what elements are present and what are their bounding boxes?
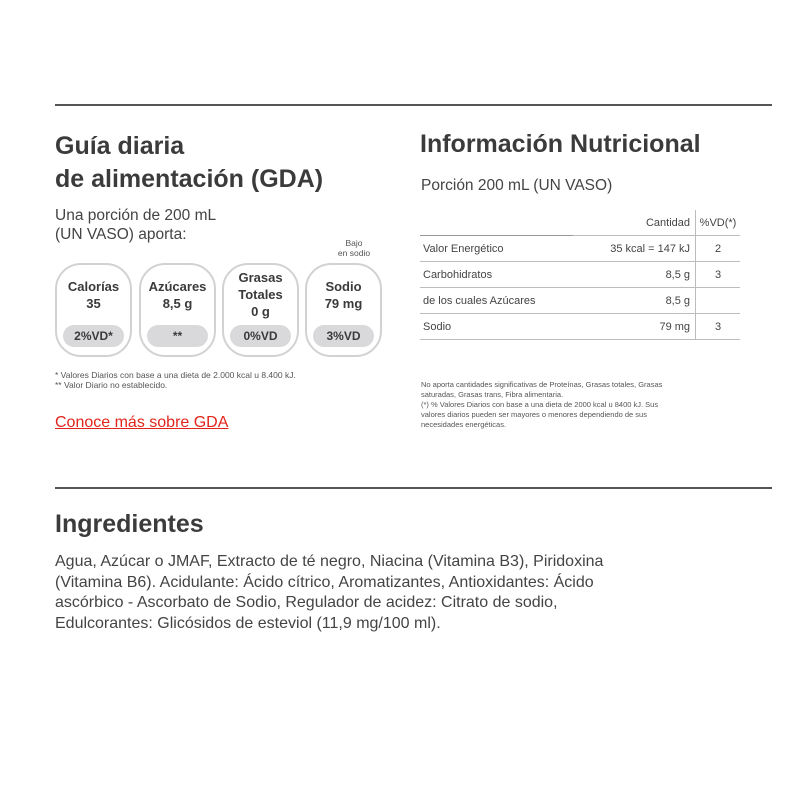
row-vd: 3 — [696, 314, 740, 340]
table-row — [420, 314, 740, 340]
table-row — [420, 288, 740, 314]
row-name: Carbohidratos — [420, 262, 573, 288]
gda-footnotes — [55, 370, 296, 390]
nutrition-note-line-1: No aporta cantidades significativas de Proteínas, Grasas totales, Grasas — [421, 380, 663, 389]
table-row — [420, 262, 740, 288]
top-divider — [55, 104, 772, 106]
sugars-value: 8,5 g — [162, 296, 193, 311]
ingredients-line-2: (Vitamina B6). Acidulante: Ácido cítrico, Aromatizantes, Antioxidantes: Ácido — [55, 573, 594, 591]
low-sodium-note — [322, 238, 386, 258]
nutrition-portion: Porción 200 mL (UN VASO) — [421, 177, 613, 194]
sodium-value: 79 mg — [324, 296, 363, 311]
sodium-vd-pill: 3%VD — [313, 325, 374, 347]
ingredients-line-3: ascórbico - Ascorbato de Sodio, Regulador de acidez: Citrato de sodio, — [55, 594, 558, 611]
row-name: de los cuales Azúcares — [420, 288, 573, 314]
low-sodium-line-1: Bajo — [345, 238, 363, 248]
gda-card-calories — [55, 263, 132, 357]
gda-title-line-1: Guía diaria — [55, 132, 185, 160]
gda-card-sugars — [139, 263, 216, 357]
gda-footnote-2: ** Valor Diario no establecido. — [55, 380, 168, 390]
sodium-label: Sodio — [325, 279, 362, 294]
nutrition-notes — [421, 380, 731, 430]
row-name: Valor Energético — [420, 236, 573, 262]
nutrition-title: Información Nutricional — [420, 130, 701, 158]
calories-value: 35 — [86, 296, 101, 311]
gda-portion — [55, 206, 216, 244]
gda-footnote-1: * Valores Diarios con base a una dieta de 2.000 kcal u 8.400 kJ. — [55, 370, 296, 380]
middle-divider — [55, 487, 772, 489]
fat-label-line-2: Totales — [238, 287, 283, 302]
fat-label-line-1: Grasas — [238, 270, 283, 285]
row-amount: 35 kcal = 147 kJ — [573, 236, 696, 262]
gda-card-total-fat — [222, 263, 299, 357]
low-sodium-line-2: en sodio — [337, 248, 371, 258]
table-row — [420, 236, 740, 262]
gda-portion-line-2: (UN VASO) aporta: — [55, 226, 187, 243]
calories-label: Calorías — [67, 279, 120, 294]
nutrition-note-line-5: necesidades energéticas. — [421, 420, 507, 429]
row-vd — [696, 288, 740, 314]
sugars-label: Azúcares — [148, 279, 207, 294]
nutrition-table — [420, 210, 740, 340]
fat-value: 0 g — [251, 304, 270, 319]
ingredients-line-1: Agua, Azúcar o JMAF, Extracto de té negro, Niacina (Vitamina B3), Piridoxina — [55, 553, 604, 570]
ingredients-line-4: Edulcorantes: Glicósidos de esteviol (11,9 mg/100 ml). — [55, 614, 441, 632]
gda-portion-line-1: Una porción de 200 mL — [55, 207, 217, 224]
nutrition-note-line-3: (*) % Valores Diarios con base a una dieta de 2000 kcal u 8400 kJ. Sus — [421, 400, 659, 409]
sugars-vd-pill: ** — [147, 325, 208, 347]
gda-info-link[interactable]: Conoce más sobre GDA — [55, 414, 229, 431]
row-amount: 79 mg — [573, 314, 696, 340]
nutrition-table-header — [420, 210, 740, 236]
gda-title — [55, 130, 395, 196]
calories-vd-pill: 2%VD* — [63, 325, 124, 347]
gda-card-sodium — [305, 263, 382, 357]
row-name: Sodio — [420, 314, 573, 340]
fat-vd-pill: 0%VD — [230, 325, 291, 347]
header-amount: Cantidad — [573, 210, 696, 236]
ingredients-text — [55, 552, 755, 634]
header-vd: %VD(*) — [696, 210, 740, 236]
nutrition-note-line-4: valores diarios pueden ser mayores o menores dependiendo de sus — [421, 410, 647, 419]
gda-title-line-2: de alimentación (GDA) — [55, 165, 324, 193]
nutrition-note-line-2: saturadas, Grasas trans, Fibra alimentaria. — [421, 390, 564, 399]
row-vd: 2 — [696, 236, 740, 262]
row-vd: 3 — [696, 262, 740, 288]
ingredients-title: Ingredientes — [55, 510, 204, 538]
row-amount: 8,5 g — [573, 262, 696, 288]
header-empty-cell — [420, 210, 573, 236]
row-amount: 8,5 g — [573, 288, 696, 314]
